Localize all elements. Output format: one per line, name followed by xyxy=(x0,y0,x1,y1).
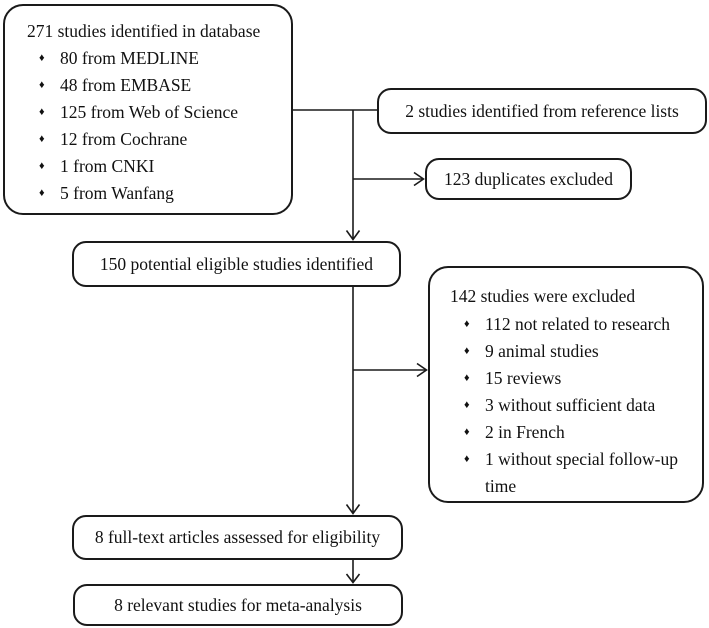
list-item xyxy=(464,338,690,365)
list-item-label: 80 from MEDLINE xyxy=(60,48,200,68)
duplicates-excluded-label: 123 duplicates excluded xyxy=(443,168,614,189)
potential-eligible-box xyxy=(72,241,401,287)
studies-excluded-box xyxy=(428,266,704,503)
database-box-title: 271 studies identified in database xyxy=(27,21,261,41)
list-item xyxy=(39,45,283,72)
diamond-bullet-icon: ♦ xyxy=(464,399,470,411)
excluded-box-title: 142 studies were excluded xyxy=(450,286,636,306)
database-identification-box xyxy=(3,4,293,215)
list-item-label: 15 reviews xyxy=(485,368,562,388)
list-item-label: 5 from Wanfang xyxy=(60,183,174,203)
exclusion-reasons-list xyxy=(464,311,690,500)
diamond-bullet-icon: ♦ xyxy=(464,372,470,384)
diamond-bullet-icon: ♦ xyxy=(464,345,470,357)
diamond-bullet-icon: ♦ xyxy=(464,453,470,465)
list-item-label: 2 in French xyxy=(485,422,565,442)
list-item xyxy=(464,446,690,500)
diamond-bullet-icon: ♦ xyxy=(39,52,45,64)
fulltext-assessed-label: 8 full-text articles assessed for eligibility xyxy=(94,527,381,547)
meta-analysis-label: 8 relevant studies for meta-analysis xyxy=(114,594,362,615)
reference-lists-box xyxy=(377,88,707,134)
list-item xyxy=(39,180,283,207)
diamond-bullet-icon: ♦ xyxy=(39,160,45,172)
diamond-bullet-icon: ♦ xyxy=(464,318,470,330)
diamond-bullet-icon: ♦ xyxy=(39,106,45,118)
list-item-label: 1 from CNKI xyxy=(60,156,155,176)
list-item-label: 1 without special follow-up time xyxy=(485,449,678,496)
list-item-label: 12 from Cochrane xyxy=(60,129,188,149)
list-item xyxy=(464,311,690,338)
list-item xyxy=(464,365,690,392)
duplicates-excluded-box xyxy=(425,158,632,200)
list-item xyxy=(464,392,690,419)
meta-analysis-box xyxy=(73,584,403,626)
fulltext-assessed-box xyxy=(72,515,403,560)
database-sources-list xyxy=(39,45,283,207)
list-item xyxy=(39,126,283,153)
reference-lists-label: 2 studies identified from reference lists xyxy=(405,100,679,121)
diamond-bullet-icon: ♦ xyxy=(464,426,470,438)
list-item xyxy=(39,72,283,99)
list-item-label: 9 animal studies xyxy=(485,341,599,361)
diamond-bullet-icon: ♦ xyxy=(39,133,45,145)
list-item-label: 112 not related to research xyxy=(485,314,670,334)
list-item xyxy=(39,99,283,126)
diamond-bullet-icon: ♦ xyxy=(39,187,45,199)
diamond-bullet-icon: ♦ xyxy=(39,79,45,91)
list-item-label: 3 without sufficient data xyxy=(485,395,656,415)
list-item-label: 125 from Web of Science xyxy=(60,102,239,122)
list-item xyxy=(39,153,283,180)
list-item xyxy=(464,419,690,446)
potential-eligible-label: 150 potential eligible studies identified xyxy=(99,253,374,274)
list-item-label: 48 from EMBASE xyxy=(60,75,192,95)
